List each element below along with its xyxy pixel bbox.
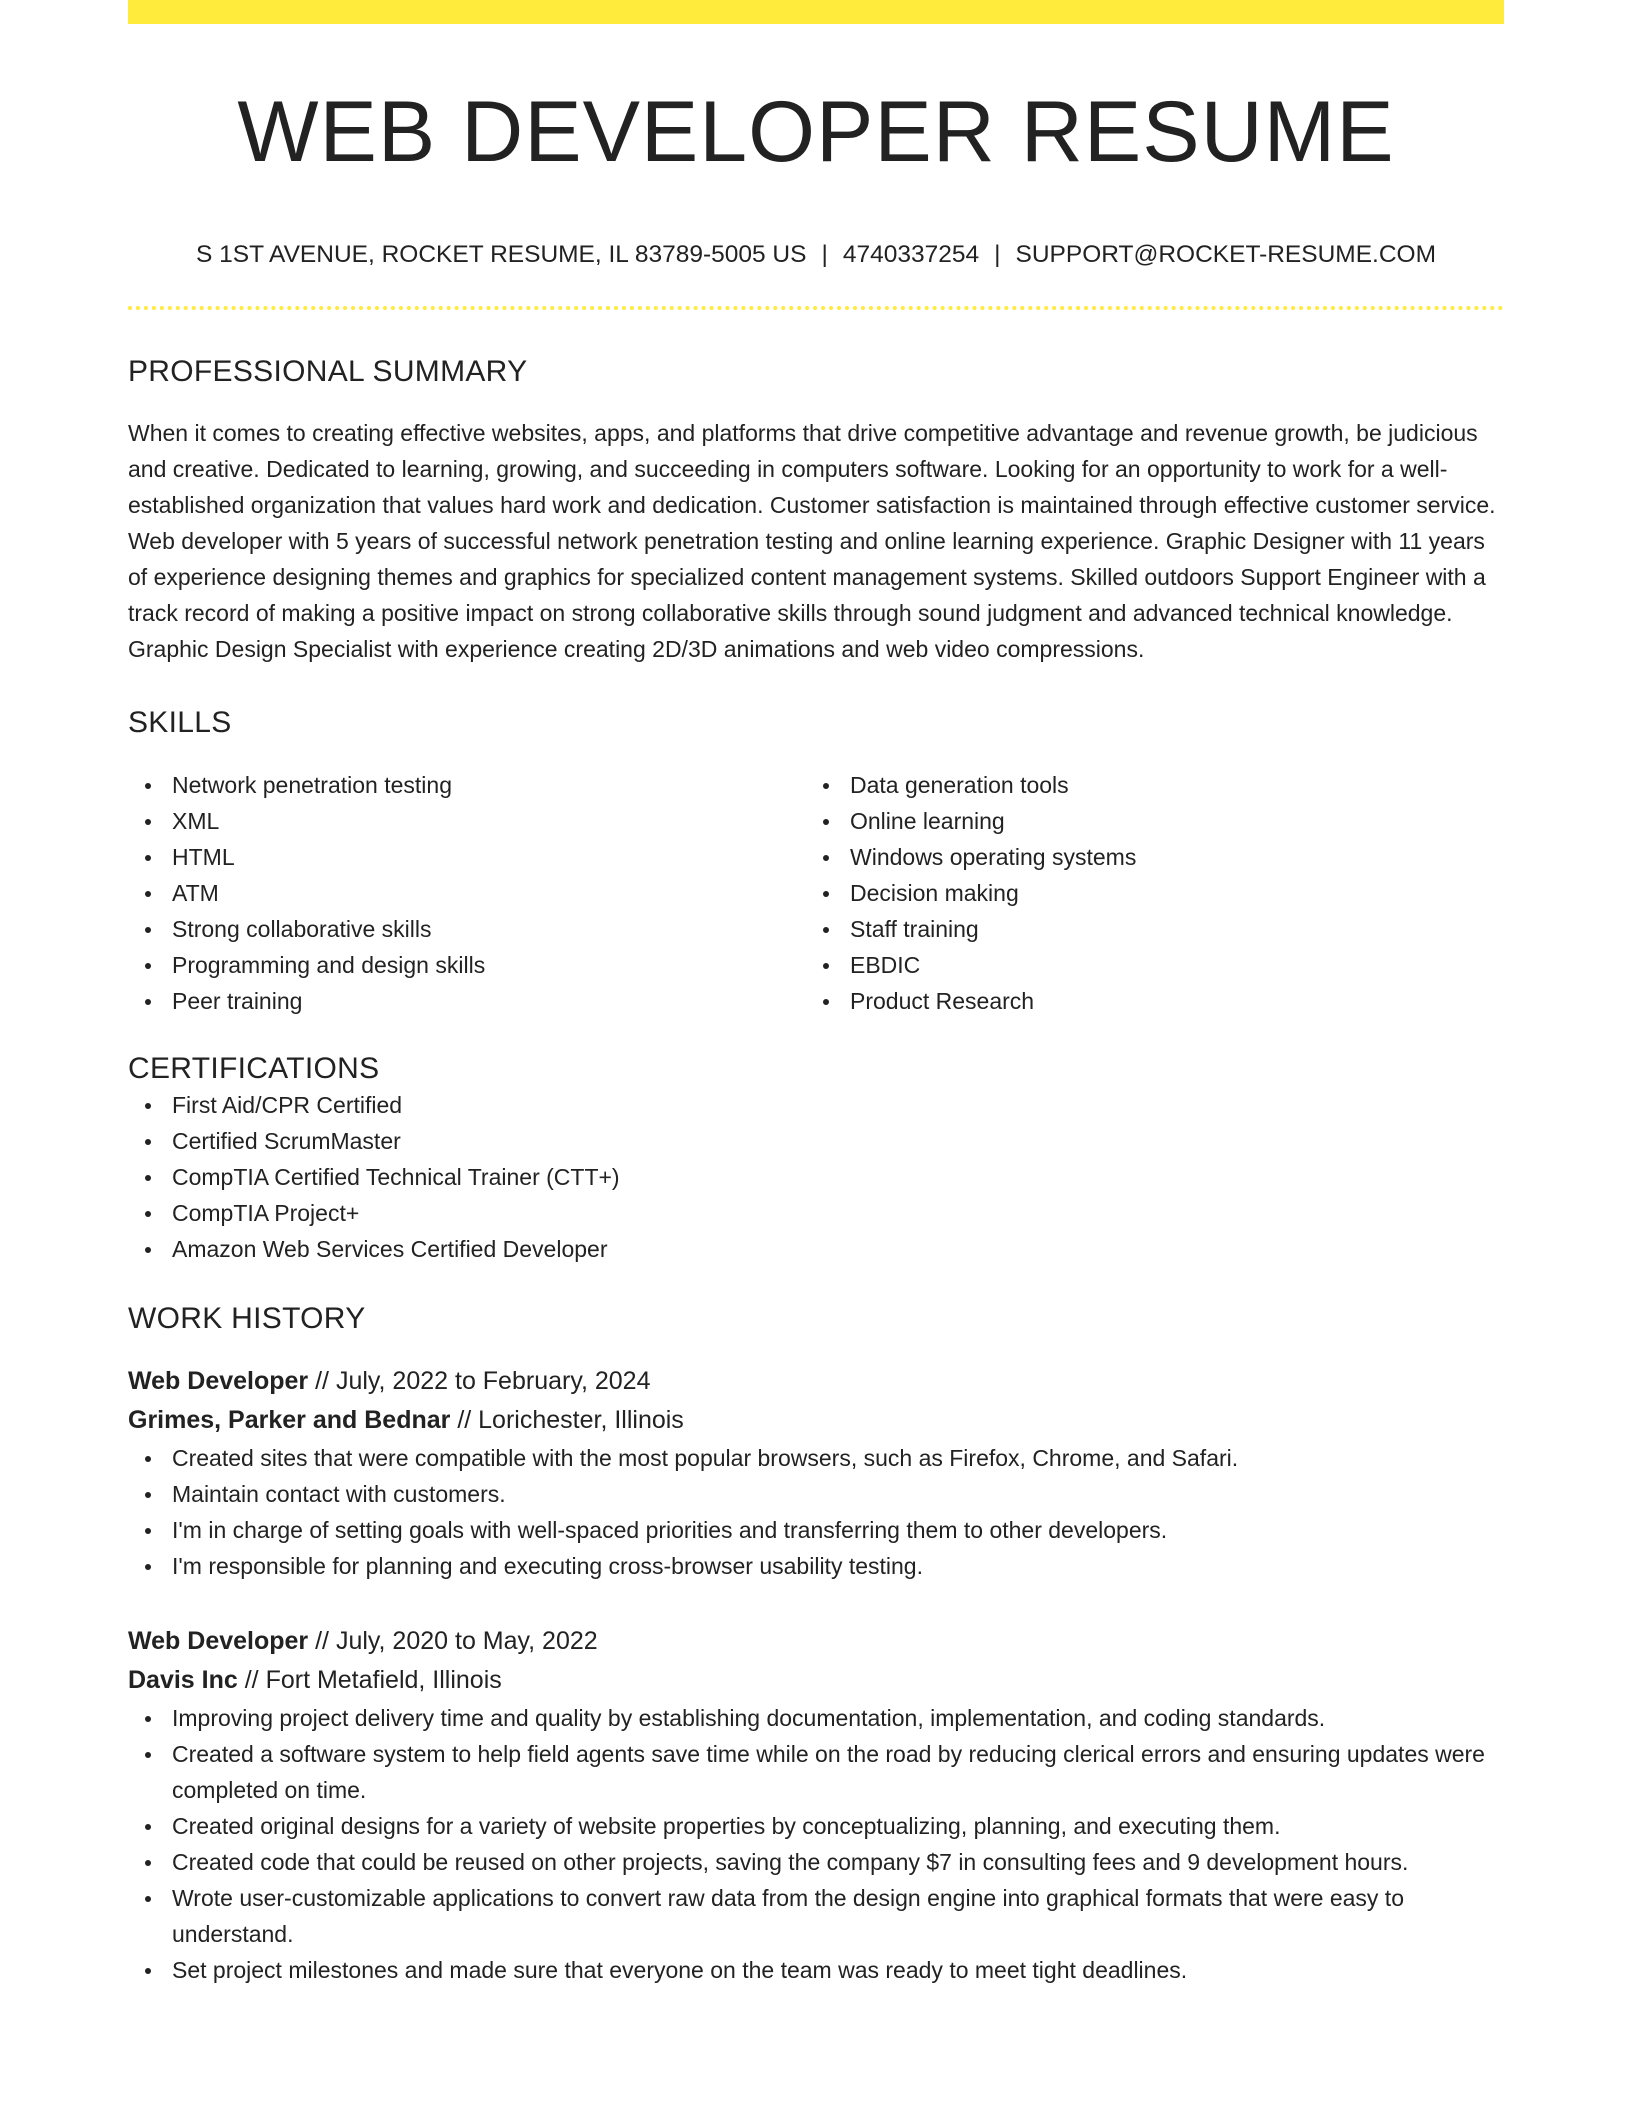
skill-item: Windows operating systems [850, 839, 1484, 875]
certifications-heading: CERTIFICATIONS [128, 1052, 380, 1085]
job-entry [128, 1622, 1504, 1988]
skill-item: ATM [172, 875, 806, 911]
skill-item: XML [172, 803, 806, 839]
contact-line [128, 240, 1504, 270]
dotted-divider [128, 306, 1504, 310]
job-duty-item: I'm in charge of setting goals with well-spaced priorities and transferring them to other developers. [172, 1512, 1504, 1548]
work-history-heading: WORK HISTORY [128, 1302, 366, 1335]
job-location: // Lorichester, Illinois [450, 1406, 684, 1434]
job-title: Web Developer [128, 1367, 309, 1395]
address: S 1ST AVENUE, ROCKET RESUME, IL 83789-5005 US [195, 241, 807, 268]
skills-column-left [128, 767, 806, 1019]
job-duty-item: Maintain contact with customers. [172, 1476, 1504, 1512]
certification-item: CompTIA Project+ [172, 1195, 1504, 1231]
summary-heading: PROFESSIONAL SUMMARY [128, 355, 528, 388]
skill-item: Decision making [850, 875, 1484, 911]
phone-number: 4740337254 [842, 241, 980, 268]
certifications-list [128, 1087, 1504, 1267]
contact-separator: | [821, 241, 828, 268]
resume-page [128, 0, 1504, 1988]
certification-item: Certified ScrumMaster [172, 1123, 1504, 1159]
skill-item: Data generation tools [850, 767, 1484, 803]
skill-item: Peer training [172, 983, 806, 1019]
contact-separator: | [994, 241, 1001, 268]
job-duties-list [128, 1700, 1504, 1988]
job-duty-item: Created original designs for a variety of website properties by conceptualizing, planning, and executing them. [172, 1808, 1504, 1844]
skill-item: EBDIC [850, 947, 1484, 983]
job-duty-item: Created a software system to help field agents save time while on the road by reducing clerical errors and ensuring updates were completed on time. [172, 1736, 1504, 1808]
job-entry [128, 1362, 1504, 1584]
skill-item: Programming and design skills [172, 947, 806, 983]
skill-item: Online learning [850, 803, 1484, 839]
certification-item: First Aid/CPR Certified [172, 1087, 1504, 1123]
certification-item: CompTIA Certified Technical Trainer (CTT+) [172, 1159, 1504, 1195]
job-title-line [128, 1362, 1504, 1401]
skill-item: Product Research [850, 983, 1484, 1019]
skills-list-right [806, 767, 1484, 1019]
job-duty-item: Set project milestones and made sure that everyone on the team was ready to meet tight deadlines. [172, 1952, 1504, 1988]
skill-item: Strong collaborative skills [172, 911, 806, 947]
resume-title: WEB DEVELOPER RESUME [237, 84, 1395, 180]
skills-list-left [128, 767, 806, 1019]
skills-column-right [806, 767, 1484, 1019]
job-duty-item: Created sites that were compatible with the most popular browsers, such as Firefox, Chrome, and Safari. [172, 1440, 1504, 1476]
job-title: Web Developer [128, 1627, 309, 1655]
job-location: // Fort Metafield, Illinois [237, 1666, 502, 1694]
skills-heading: SKILLS [128, 706, 232, 739]
company-name: Grimes, Parker and Bednar [128, 1406, 451, 1434]
email-address[interactable]: SUPPORT@ROCKET-RESUME.COM [1015, 241, 1437, 268]
job-duty-item: I'm responsible for planning and executing cross-browser usability testing. [172, 1548, 1504, 1584]
company-name: Davis Inc [128, 1666, 238, 1694]
top-accent-bar [128, 0, 1504, 24]
job-duties-list [128, 1440, 1504, 1584]
job-dates: // July, 2020 to May, 2022 [308, 1627, 598, 1655]
job-company-line [128, 1661, 1504, 1700]
skill-item: HTML [172, 839, 806, 875]
skill-item: Network penetration testing [172, 767, 806, 803]
job-duty-item: Improving project delivery time and quality by establishing documentation, implementation, and coding standards. [172, 1700, 1504, 1736]
job-dates: // July, 2022 to February, 2024 [308, 1367, 651, 1395]
summary-text: When it comes to creating effective websites, apps, and platforms that drive competitive advantage and revenue growth, be judicious and creative. Dedicated to learning, growing, and succeeding in computers software. Looking for an opportunity to work for a well-established organization that values hard work and dedication. Customer satisfaction is maintained through effective customer service. Web developer with 5 years of successful network penetration testing and online learning experience. Graphic Designer with 11 years of experience designing themes and graphics for specialized content management systems. Skilled outdoors Support Engineer with a track record of making a positive impact on strong collaborative skills through sound judgment and advanced technical knowledge. Graphic Design Specialist with experience creating 2D/3D animations and web video compressions. [128, 420, 1496, 662]
job-title-line [128, 1622, 1504, 1661]
skill-item: Staff training [850, 911, 1484, 947]
job-company-line [128, 1401, 1504, 1440]
skills-grid [128, 767, 1504, 1019]
job-duty-item: Wrote user-customizable applications to convert raw data from the design engine into graphical formats that were easy to understand. [172, 1880, 1504, 1952]
certification-item: Amazon Web Services Certified Developer [172, 1231, 1504, 1267]
job-duty-item: Created code that could be reused on other projects, saving the company $7 in consulting fees and 9 development hours. [172, 1844, 1504, 1880]
